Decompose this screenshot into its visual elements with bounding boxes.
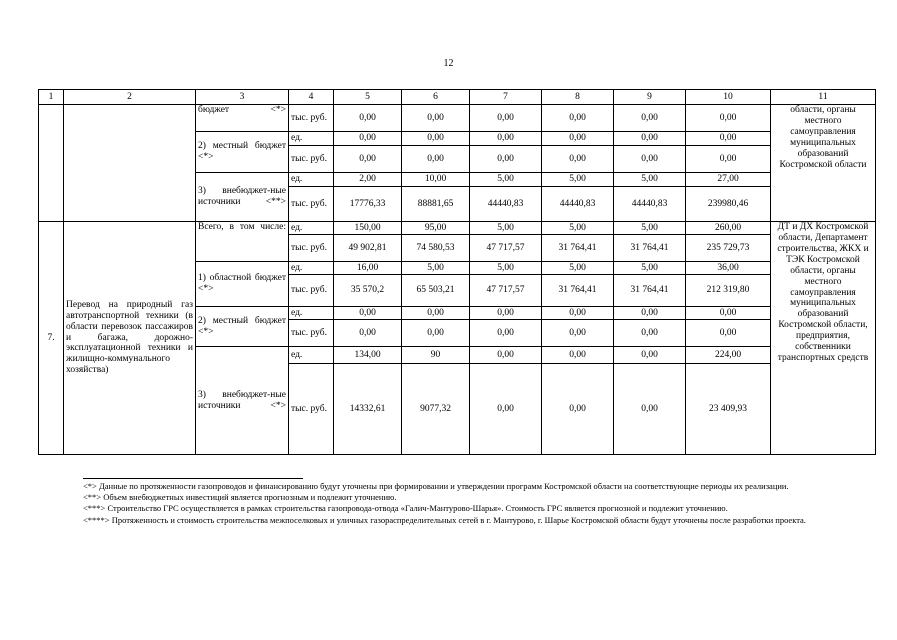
column-header-row xyxy=(39,90,876,105)
value-cell: 212 319,80 xyxy=(686,275,771,307)
value-cell: 0,00 xyxy=(334,146,402,173)
footnote: <**> Объем внебюджетных инвестиций является прогнозным и подлежит уточнению. xyxy=(83,492,397,503)
value-cell: 31 764,41 xyxy=(542,235,614,262)
executor-cell: области, органы местного самоуправления муниципальных образований Костромской области xyxy=(771,105,876,222)
value-cell: 0,00 xyxy=(614,364,686,455)
footnotes xyxy=(38,478,890,526)
funding-source-label: бюджет <*> xyxy=(196,105,289,132)
value-cell: 49 902,81 xyxy=(334,235,402,262)
unit-cell: тыс. руб. xyxy=(289,187,334,222)
item-name-cell xyxy=(64,105,196,222)
value-cell: 5,00 xyxy=(614,262,686,275)
value-cell: 224,00 xyxy=(686,347,771,364)
item-number-cell xyxy=(39,105,64,222)
value-cell: 44440,83 xyxy=(470,187,542,222)
value-cell: 0,00 xyxy=(614,347,686,364)
value-cell: 88881,65 xyxy=(402,187,470,222)
value-cell: 31 764,41 xyxy=(542,275,614,307)
value-cell: 0,00 xyxy=(402,307,470,320)
executor-cell: ДТ и ДХ Костромской области, Департамент строительства, ЖКХ и ТЭК Костромской области, органы местного самоуправления муниципальных образований Костромской области, предприятия, собственники транспортных средств xyxy=(771,222,876,455)
value-cell: 10,00 xyxy=(402,173,470,187)
value-cell: 0,00 xyxy=(470,307,542,320)
value-cell: 5,00 xyxy=(470,173,542,187)
column-header: 3 xyxy=(196,90,289,105)
table-row xyxy=(39,105,876,132)
column-header: 6 xyxy=(402,90,470,105)
column-header: 1 xyxy=(39,90,64,105)
value-cell: 5,00 xyxy=(470,262,542,275)
unit-cell: тыс. руб. xyxy=(289,364,334,455)
value-cell: 0,00 xyxy=(614,105,686,132)
value-cell: 0,00 xyxy=(686,132,771,146)
funding-source-label: 3) внебюджет-ные источники <*> xyxy=(196,347,289,455)
value-cell: 0,00 xyxy=(334,132,402,146)
footnote: <****> Протяженность и стоимость строительства межпоселковых и уличных газораспределительных сетей в г. Мантурово, г. Шарье Костромской области будут уточнены после разработки проекта. xyxy=(83,514,806,525)
value-cell: 47 717,57 xyxy=(470,235,542,262)
column-header: 10 xyxy=(686,90,771,105)
column-header: 7 xyxy=(470,90,542,105)
value-cell: 5,00 xyxy=(542,262,614,275)
funding-source-label: 3) внебюджет-ные источники <**> xyxy=(196,173,289,222)
value-cell: 0,00 xyxy=(470,146,542,173)
column-header: 2 xyxy=(64,90,196,105)
value-cell: 5,00 xyxy=(470,222,542,235)
value-cell: 17776,33 xyxy=(334,187,402,222)
column-header: 4 xyxy=(289,90,334,105)
column-header: 8 xyxy=(542,90,614,105)
value-cell: 5,00 xyxy=(542,222,614,235)
value-cell: 0,00 xyxy=(542,364,614,455)
unit-cell: тыс. руб. xyxy=(289,105,334,132)
value-cell: 0,00 xyxy=(686,320,771,347)
unit-cell: тыс. руб. xyxy=(289,235,334,262)
value-cell: 235 729,73 xyxy=(686,235,771,262)
value-cell: 0,00 xyxy=(614,320,686,347)
unit-cell: ед. xyxy=(289,222,334,235)
value-cell: 0,00 xyxy=(334,105,402,132)
value-cell: 0,00 xyxy=(334,307,402,320)
value-cell: 0,00 xyxy=(470,132,542,146)
footnote: <*> Данные по протяженности газопроводов и финансированию будут уточнены при формировании и утверждении программ Костромской области на соответствующие периоды их реализации. xyxy=(83,481,789,491)
value-cell: 0,00 xyxy=(542,105,614,132)
value-cell: 23 409,93 xyxy=(686,364,771,455)
unit-cell: ед. xyxy=(289,262,334,275)
value-cell: 47 717,57 xyxy=(470,275,542,307)
value-cell: 35 570,2 xyxy=(334,275,402,307)
value-cell: 0,00 xyxy=(402,320,470,347)
value-cell: 9077,32 xyxy=(402,364,470,455)
value-cell: 0,00 xyxy=(614,307,686,320)
value-cell: 27,00 xyxy=(686,173,771,187)
value-cell: 5,00 xyxy=(614,222,686,235)
column-header: 9 xyxy=(614,90,686,105)
value-cell: 0,00 xyxy=(614,132,686,146)
value-cell: 0,00 xyxy=(470,347,542,364)
value-cell: 0,00 xyxy=(402,105,470,132)
value-cell: 2,00 xyxy=(334,173,402,187)
value-cell: 14332,61 xyxy=(334,364,402,455)
item-number-cell: 7. xyxy=(39,222,64,455)
funding-source-label: 1) областной бюджет <*> xyxy=(196,262,289,307)
footnote-rule xyxy=(83,478,303,479)
page-number: 12 xyxy=(443,58,454,69)
value-cell: 0,00 xyxy=(542,132,614,146)
unit-cell: ед. xyxy=(289,307,334,320)
value-cell: 0,00 xyxy=(470,320,542,347)
value-cell: 0,00 xyxy=(334,320,402,347)
value-cell: 0,00 xyxy=(686,105,771,132)
value-cell: 0,00 xyxy=(686,307,771,320)
unit-cell: ед. xyxy=(289,132,334,146)
column-header: 5 xyxy=(334,90,402,105)
value-cell: 5,00 xyxy=(542,173,614,187)
value-cell: 0,00 xyxy=(470,105,542,132)
funding-source-label: Всего, в том числе: xyxy=(196,222,289,262)
value-cell: 260,00 xyxy=(686,222,771,235)
value-cell: 150,00 xyxy=(334,222,402,235)
value-cell: 5,00 xyxy=(402,262,470,275)
unit-cell: тыс. руб. xyxy=(289,275,334,307)
value-cell: 0,00 xyxy=(402,132,470,146)
value-cell: 134,00 xyxy=(334,347,402,364)
value-cell: 0,00 xyxy=(402,146,470,173)
unit-cell: тыс. руб. xyxy=(289,146,334,173)
footnote: <***> Строительство ГРС осуществляется в рамках строительства газопровода-отвода «Галич-Мантурово-Шарья». Стоимость ГРС является прогнозной и подлежит уточнению. xyxy=(83,503,728,514)
value-cell: 0,00 xyxy=(542,307,614,320)
value-cell: 31 764,41 xyxy=(614,275,686,307)
value-cell: 0,00 xyxy=(542,347,614,364)
item-name-cell: Перевод на природный газ автотранспортной техники (в области перевозок пассажиров и багажа, дорожно-эксплуатационной техники и жилищно-коммунального хозяйства) xyxy=(64,222,196,455)
value-cell: 65 503,21 xyxy=(402,275,470,307)
value-cell: 16,00 xyxy=(334,262,402,275)
value-cell: 36,00 xyxy=(686,262,771,275)
value-cell: 0,00 xyxy=(686,146,771,173)
value-cell: 44440,83 xyxy=(542,187,614,222)
table-row xyxy=(39,222,876,235)
value-cell: 239980,46 xyxy=(686,187,771,222)
unit-cell: ед. xyxy=(289,173,334,187)
value-cell: 31 764,41 xyxy=(614,235,686,262)
program-table xyxy=(38,89,876,455)
value-cell: 44440,83 xyxy=(614,187,686,222)
value-cell: 5,00 xyxy=(614,173,686,187)
value-cell: 0,00 xyxy=(542,146,614,173)
value-cell: 95,00 xyxy=(402,222,470,235)
value-cell: 74 580,53 xyxy=(402,235,470,262)
value-cell: 0,00 xyxy=(542,320,614,347)
funding-source-label: 2) местный бюджет <*> xyxy=(196,307,289,347)
unit-cell: ед. xyxy=(289,347,334,364)
column-header: 11 xyxy=(771,90,876,105)
unit-cell: тыс. руб. xyxy=(289,320,334,347)
value-cell: 0,00 xyxy=(614,146,686,173)
value-cell: 0,00 xyxy=(470,364,542,455)
value-cell: 90 xyxy=(402,347,470,364)
funding-source-label: 2) местный бюджет <*> xyxy=(196,132,289,173)
